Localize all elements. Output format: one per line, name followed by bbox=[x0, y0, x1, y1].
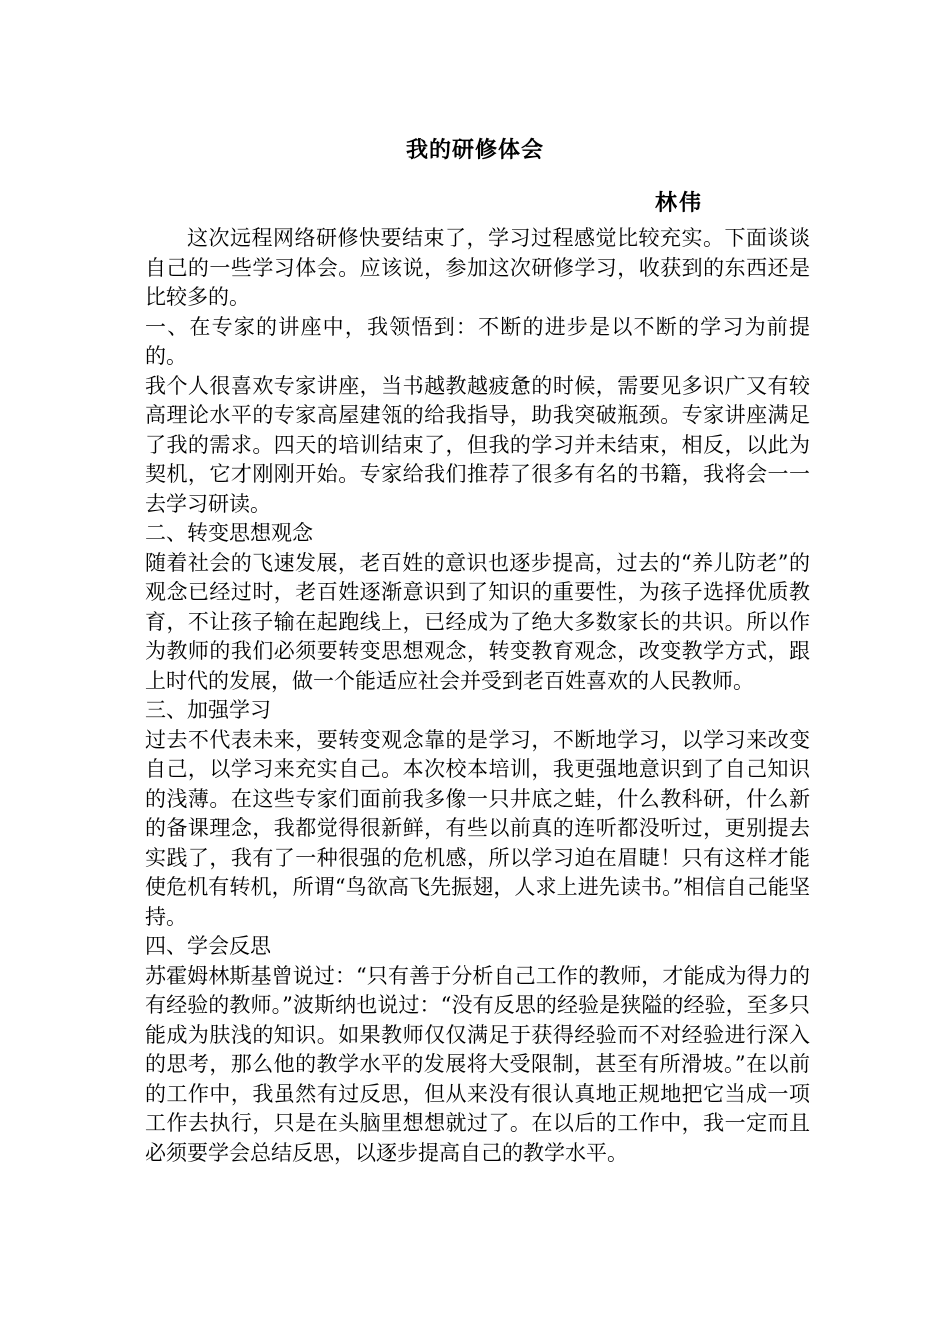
section-heading-2: 二、转变思想观念 bbox=[145, 521, 313, 545]
paragraph-section-1: 我个人很喜欢专家讲座，当书越教越疲惫的时候，需要见多识广又有较高理论水平的专家高屋建瓴的给我指导，助我突破瓶颈。专家讲座满足了我的需求。四天的培训结束了，但我的学习并未结束，相反，以此为契机，它才刚刚开始。专家给我们推荐了很多有名的书籍，我将会一一去学习研读。 bbox=[145, 373, 810, 516]
paragraph-section-2: 随着社会的飞速发展，老百姓的意识也逐步提高，过去的“养儿防老”的观念已经过时，老百姓逐渐意识到了知识的重要性，为孩子选择优质教育，不让孩子输在起跑线上，已经成为了绝大多数家长的共识。所以作为教师的我们必须要转变思想观念，转变教育观念，改变教学方式，跟上时代的发展，做一个能适应社会并受到老百姓喜欢的人民教师。 bbox=[145, 550, 810, 693]
paragraph-intro: 这次远程网络研修快要结束了，学习过程感觉比较充实。下面谈谈自己的一些学习体会。应该说，参加这次研修学习，收获到的东西还是比较多的。 bbox=[145, 226, 810, 309]
section-heading-3: 三、加强学习 bbox=[145, 698, 271, 722]
section-heading-1: 一、在专家的讲座中，我领悟到：不断的进步是以不断的学习为前提的。 bbox=[145, 314, 810, 368]
section-heading-4: 四、学会反思 bbox=[145, 934, 271, 958]
paragraph-section-3: 过去不代表未来，要转变观念靠的是学习，不断地学习，以学习来改变自己，以学习来充实自己。本次校本培训，我更强地意识到了自己知识的浅薄。在这些专家们面前我多像一只井底之蛙，什么教科研，什么新的备课理念，我都觉得很新鲜，有些以前真的连听都没听过，更别提去实践了，我有了一种很强的危机感，所以学习迫在眉睫！只有这样才能使危机有转机，所谓“鸟欲高飞先振翅，人求上进先读书。”相信自己能坚持。 bbox=[145, 727, 810, 929]
document-author: 林伟 bbox=[655, 191, 704, 216]
document-title: 我的研修体会 bbox=[405, 137, 544, 163]
paragraph-section-4: 苏霍姆林斯基曾说过：“只有善于分析自己工作的教师，才能成为得力的有经验的教师。”波斯纳也说过：“没有反思的经验是狭隘的经验，至多只能成为肤浅的知识。如果教师仅仅满足于获得经验而不对经验进行深入的思考，那么他的教学水平的发展将大受限制，甚至有所滑坡。”在以前的工作中，我虽然有过反思，但从来没有很认真地正规地把它当成一项工作去执行，只是在头脑里想想就过了。在以后的工作中，我一定而且必须要学会总结反思，以逐步提高自己的教学水平。 bbox=[145, 963, 810, 1165]
document-body bbox=[145, 224, 810, 1168]
